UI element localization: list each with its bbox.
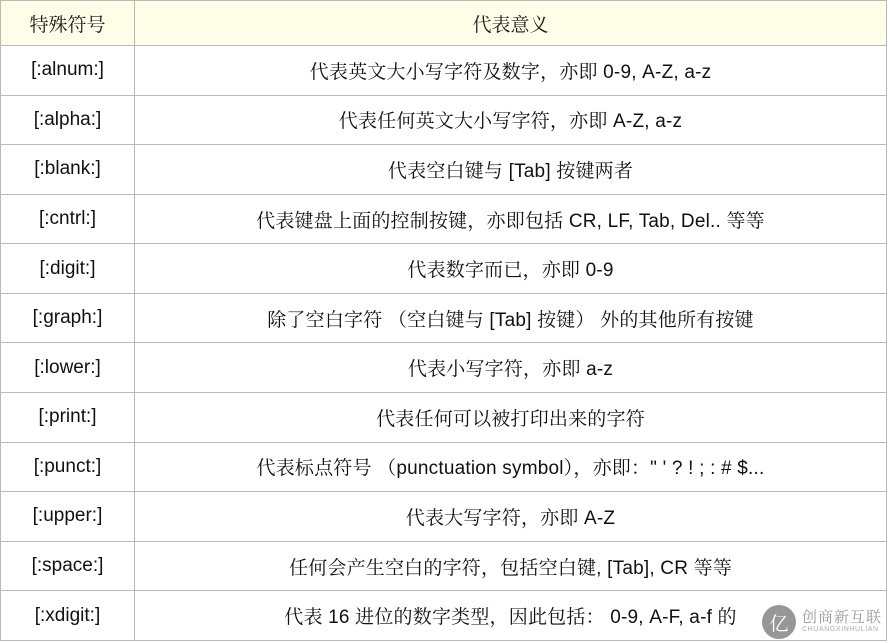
cell-meaning: 代表任何可以被打印出来的字符 [135,393,887,443]
table-row [1,244,887,294]
column-header-symbol: 特殊符号 [1,1,135,46]
cell-symbol: [:cntrl:] [1,194,135,244]
table-body [1,46,887,641]
cell-meaning: 代表标点符号 （punctuation symbol），亦即：" ' ? ! ; : # $... [135,442,887,492]
cell-symbol: [:space:] [1,541,135,591]
table-row [1,442,887,492]
table-row [1,46,887,96]
cell-symbol: [:alnum:] [1,46,135,96]
cell-meaning: 代表数字而已，亦即 0-9 [135,244,887,294]
cell-meaning: 除了空白字符 （空白键与 [Tab] 按键） 外的其他所有按键 [135,293,887,343]
watermark-logo-icon: 亿 [762,605,796,639]
table-row [1,343,887,393]
cell-symbol: [:upper:] [1,492,135,542]
table-row [1,492,887,542]
cell-symbol: [:graph:] [1,293,135,343]
cell-symbol: [:digit:] [1,244,135,294]
table-row [1,591,887,641]
table-row [1,194,887,244]
cell-meaning: 代表 16 进位的数字类型，因此包括： 0-9, A-F, a-f 的 [135,591,887,641]
watermark-name-cn: 创商新互联 [801,609,882,627]
table-row [1,541,887,591]
column-header-meaning: 代表意义 [135,1,887,46]
table-row [1,95,887,145]
cell-meaning: 代表任何英文大小写字符，亦即 A-Z, a-z [135,95,887,145]
cell-meaning: 任何会产生空白的字符，包括空白键, [Tab], CR 等等 [135,541,887,591]
cell-symbol: [:punct:] [1,442,135,492]
cell-symbol: [:alpha:] [1,95,135,145]
cell-symbol: [:lower:] [1,343,135,393]
cell-symbol: [:print:] [1,393,135,443]
table-row [1,393,887,443]
watermark-name-en: CHUANGXINHULIAN [801,626,879,634]
table-header [1,1,887,46]
cell-symbol: [:blank:] [1,145,135,195]
table-header-row [1,1,887,46]
cell-meaning: 代表小写字符，亦即 a-z [135,343,887,393]
table-row [1,293,887,343]
table-row [1,145,887,195]
cell-meaning: 代表大写字符，亦即 A-Z [135,492,887,542]
cell-meaning: 代表空白键与 [Tab] 按键两者 [135,145,887,195]
cell-symbol: [:xdigit:] [1,591,135,641]
cell-meaning: 代表键盘上面的控制按键，亦即包括 CR, LF, Tab, Del.. 等等 [135,194,887,244]
cell-meaning: 代表英文大小写字符及数字，亦即 0-9, A-Z, a-z [135,46,887,96]
